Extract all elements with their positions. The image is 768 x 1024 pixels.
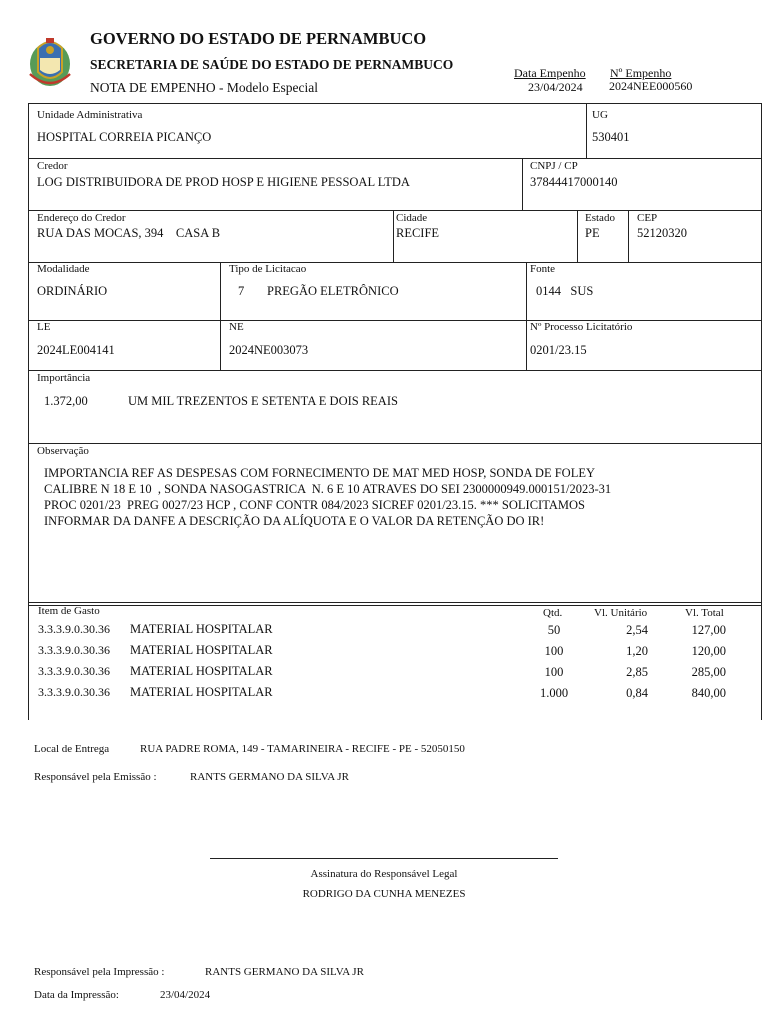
tipo-licitacao-code: 7 [238, 284, 245, 298]
data-impressao-value: 23/04/2024 [160, 989, 211, 1001]
data-impressao-label: Data da Impressão: [34, 989, 119, 1001]
impressao-value: RANTS GERMANO DA SILVA JR [205, 966, 364, 978]
tipo-licitacao-label: Tipo de Licitacao [229, 263, 307, 275]
secretariat-title: SECRETARIA DE SAÚDE DO ESTADO DE PERNAMBUCO [90, 57, 454, 72]
fonte-label: Fonte [530, 263, 556, 275]
item-desc: MATERIAL HOSPITALAR [130, 643, 273, 657]
observacao-line: INFORMAR DA DANFE A DESCRIÇÃO DA ALÍQUOTA E O VALOR DA RETENÇÃO DO IR! [44, 514, 545, 528]
item-code: 3.3.3.9.0.30.36 [38, 664, 110, 678]
cnpj-value: 37844417000140 [530, 175, 618, 189]
importancia-extenso: UM MIL TREZENTOS E SETENTA E DOIS REAIS [128, 394, 398, 408]
item-desc: MATERIAL HOSPITALAR [130, 685, 273, 699]
item-unit: 2,54 [626, 623, 648, 637]
item-total: 285,00 [691, 665, 726, 679]
importancia-label: Importância [37, 372, 91, 384]
item-total: 120,00 [691, 644, 726, 658]
unidade-value: HOSPITAL CORREIA PICANÇO [37, 130, 212, 144]
item-unit: 2,85 [626, 665, 648, 679]
item-code: 3.3.3.9.0.30.36 [38, 685, 110, 699]
item-desc: MATERIAL HOSPITALAR [130, 664, 273, 678]
observacao-label: Observação [37, 445, 89, 457]
vl-unitario-header: Vl. Unitário [594, 607, 648, 619]
le-value: 2024LE004141 [37, 343, 115, 357]
estado-value: PE [585, 226, 600, 240]
government-title: GOVERNO DO ESTADO DE PERNAMBUCO [90, 29, 427, 48]
item-total: 840,00 [691, 686, 726, 700]
modalidade-value: ORDINÁRIO [37, 284, 108, 298]
cnpj-label: CNPJ / CP [530, 160, 578, 172]
state-seal-icon [26, 34, 74, 90]
modalidade-label: Modalidade [37, 263, 90, 275]
data-empenho-label: Data Empenho [514, 66, 586, 80]
ug-value: 530401 [592, 130, 630, 144]
item-unit: 0,84 [626, 686, 648, 700]
item-desc: MATERIAL HOSPITALAR [130, 622, 273, 636]
item-code: 3.3.3.9.0.30.36 [38, 643, 110, 657]
numero-empenho-value: 2024NEE000560 [609, 79, 693, 93]
importancia-value: 1.372,00 [44, 394, 88, 408]
ne-label: NE [229, 321, 244, 333]
item-total: 127,00 [691, 623, 726, 637]
item-qtd: 100 [544, 644, 564, 658]
impressao-label: Responsável pela Impressão : [34, 966, 165, 978]
assinatura-label: Assinatura do Responsável Legal [310, 868, 458, 880]
endereco-value: RUA DAS MOCAS, 394 CASA B [37, 226, 221, 240]
emissao-label: Responsável pela Emissão : [34, 771, 157, 783]
cep-value: 52120320 [637, 226, 687, 240]
credor-label: Credor [37, 160, 68, 172]
processo-label: Nº Processo Licitatório [530, 321, 633, 333]
credor-value: LOG DISTRIBUIDORA DE PROD HOSP E HIGIENE PESSOAL LTDA [37, 175, 410, 189]
observacao-line: PROC 0201/23 PREG 0027/23 HCP , CONF CONTR 084/2023 SICREF 0201/23.15. *** SOLICITAMOS [44, 498, 585, 512]
vl-total-header: Vl. Total [685, 607, 724, 619]
item-qtd: 50 [547, 623, 561, 637]
item-qtd: 1.000 [539, 686, 569, 700]
qtd-header: Qtd. [543, 607, 563, 619]
ug-label: UG [592, 109, 608, 121]
item-qtd: 100 [544, 665, 564, 679]
le-label: LE [37, 321, 51, 333]
endereco-label: Endereço do Credor [37, 212, 126, 224]
local-entrega-value: RUA PADRE ROMA, 149 - TAMARINEIRA - RECIFE - PE - 52050150 [140, 743, 465, 755]
item-code: 3.3.3.9.0.30.36 [38, 622, 110, 636]
tipo-licitacao-value: PREGÃO ELETRÔNICO [267, 284, 399, 298]
emissao-value: RANTS GERMANO DA SILVA JR [190, 771, 349, 783]
processo-value: 0201/23.15 [530, 343, 587, 357]
observacao-line: CALIBRE N 18 E 10 , SONDA NASOGASTRICA N. 6 E 10 ATRAVES DO SEI 2300000949.000151/2023-31 [44, 482, 612, 496]
document-title: NOTA DE EMPENHO - Modelo Especial [90, 80, 319, 95]
cidade-value: RECIFE [396, 226, 440, 240]
signature-line [210, 858, 558, 859]
data-empenho-value: 23/04/2024 [528, 80, 583, 94]
unidade-label: Unidade Administrativa [37, 109, 143, 121]
fonte-value: 0144 SUS [536, 284, 594, 298]
assinatura-nome: RODRIGO DA CUNHA MENEZES [302, 888, 466, 900]
local-entrega-label: Local de Entrega [34, 743, 110, 755]
observacao-line: IMPORTANCIA REF AS DESPESAS COM FORNECIMENTO DE MAT MED HOSP, SONDA DE FOLEY [44, 466, 596, 480]
ne-value: 2024NE003073 [229, 343, 309, 357]
item-gasto-header: Item de Gasto [38, 605, 100, 617]
cep-label: CEP [637, 212, 658, 224]
numero-empenho-label: Nº Empenho [610, 66, 672, 80]
estado-label: Estado [585, 212, 615, 224]
cidade-label: Cidade [396, 212, 428, 224]
item-unit: 1,20 [626, 644, 648, 658]
